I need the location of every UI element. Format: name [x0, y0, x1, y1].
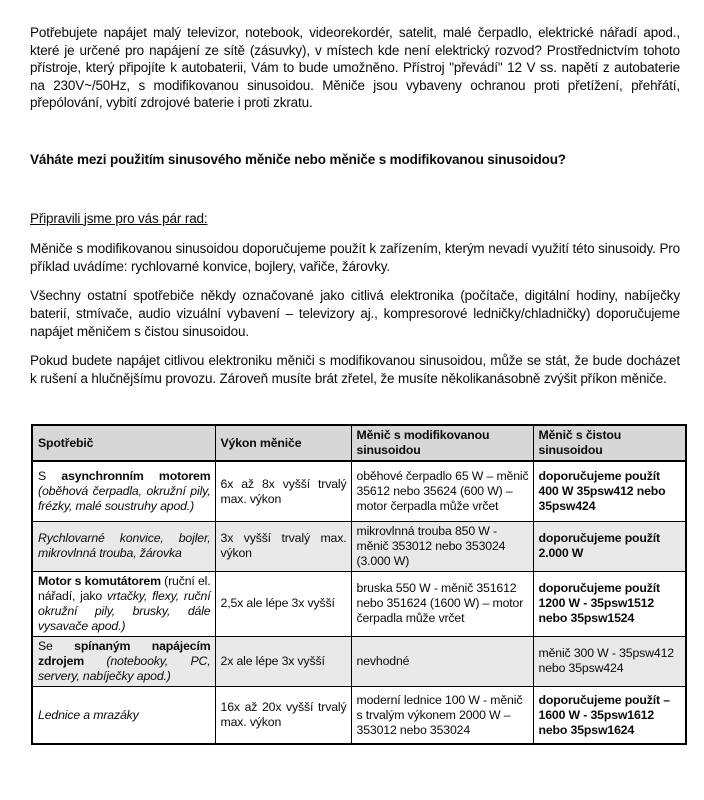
- appliance-name-plain: (ruční el. nářadí, jako: [38, 573, 211, 603]
- appliance-cell: [32, 521, 215, 571]
- appliance-cell: [32, 571, 215, 636]
- appliance-name-plain: Se: [38, 638, 75, 653]
- table-row-asynchronous-motor: [32, 461, 686, 521]
- paragraph-sensitive-electronics: Všechny ostatní spotřebiče někdy označované jako citlivá elektronika (počítače, digitální hodiny, nabíječky baterií, stmívače, audio vizuální vybavení – televizory aj., kompresorové ledničky/chladničky) doporučujeme napájet měničem s čistou sinusoidou.: [30, 288, 680, 339]
- inverter-power-cell: 3x vyšší trvalý max. výkon: [215, 521, 351, 571]
- pure-sine-cell: doporučujeme použít – 1600 W - 35psw1612 nebo 35psw1624: [533, 686, 686, 744]
- appliance-name-bold: Motor s komutátorem: [38, 573, 165, 588]
- appliance-name-italic: (notebooky, PC, servery, nabíječky apod.): [38, 653, 211, 683]
- table-row-commutator-motor: [32, 571, 686, 636]
- appliance-name-bold: spínaným napájecím zdrojem: [38, 638, 211, 668]
- col-header-inverter-power: Výkon měniče: [215, 425, 351, 461]
- pure-sine-cell: doporučujeme použít 400 W 35psw412 nebo 35psw424: [533, 461, 686, 521]
- pure-sine-cell: doporučujeme použít 1200 W - 35psw1512 nebo 35psw1524: [533, 571, 686, 636]
- appliance-name-italic: Rychlovarné konvice, bojler, mikrovlnná trouba, žárovka: [38, 531, 211, 561]
- table-row-kettles-boilers: [32, 521, 686, 571]
- paragraph-warning: Pokud budete napájet citlivou elektroniku měniči s modifikovanou sinusoidou, může se stát, že bude docházet k rušení a hlučnějšímu provozu. Zároveň musíte brát zřetel, že musíte několikanásobně zvýšit příkon měniče.: [30, 353, 680, 386]
- modified-sine-cell: oběhové čerpadlo 65 W – měnič 35612 nebo 35624 (600 W) – motor čerpadla může vrčet: [351, 461, 533, 521]
- question-heading: Váháte mezi použitím sinusového měniče nebo měniče s modifikovanou sinusoidou?: [30, 151, 566, 167]
- appliance-name-bold: asynchronním motorem: [61, 469, 211, 484]
- modified-sine-cell: bruska 550 W - měnič 351612 nebo 351624 (1600 W) – motor čerpadla může vrčet: [351, 571, 533, 636]
- appliance-cell: [32, 636, 215, 686]
- pure-sine-cell: měnič 300 W - 35psw412 nebo 35psw424: [533, 636, 686, 686]
- paragraph-modified-sine: Měniče s modifikovanou sinusoidou doporučujeme použít k zařízením, kterým nevadí využití této sinusoidy. Pro příklad uvádíme: rychlovarné konvice, bojlery, vařiče, žárovky.: [30, 241, 680, 274]
- appliance-name-italic: vrtačky, flexy, ruční okružní pily, brusky, dále vysavače apod.): [38, 588, 211, 633]
- appliance-name-italic: (oběhová čerpadla, okružní pily, frézky, malé soustruhy apod.): [38, 484, 211, 514]
- inverter-power-cell: 16x až 20x vyšší trvalý max. výkon: [215, 686, 351, 744]
- inverter-power-cell: 2x ale lépe 3x vyšší: [215, 636, 351, 686]
- col-header-modified-sine: Měnič s modifikovanou sinusoidou: [351, 425, 533, 461]
- tips-heading: Připravili jsme pro vás pár rad:: [30, 210, 208, 226]
- modified-sine-cell: moderní lednice 100 W - měnič s trvalým výkonem 2000 W – 353012 nebo 353024: [351, 686, 533, 744]
- col-header-appliance: Spotřebič: [32, 425, 215, 461]
- table-header-row: [32, 425, 686, 461]
- table-row-switching-power-supply: [32, 636, 686, 686]
- appliance-cell: [32, 686, 215, 744]
- appliance-cell: [32, 461, 215, 521]
- col-header-pure-sine: Měnič s čistou sinusoidou: [533, 425, 686, 461]
- appliance-name-italic: Lednice a mrazáky: [38, 707, 139, 722]
- inverter-power-cell: 6x až 8x vyšší trvalý max. výkon: [215, 461, 351, 521]
- pure-sine-cell: doporučujeme použít 2.000 W: [533, 521, 686, 571]
- inverter-comparison-table: [31, 424, 687, 745]
- appliance-name-plain: S: [38, 469, 62, 484]
- intro-paragraph: Potřebujete napájet malý televizor, notebook, videorekordér, satelit, malé čerpadlo, elektrické nářadí apod., které je určené pro napájení ze sítě (zásuvky), v místech kde není elektrický rozvod? Prostřednictvím tohoto přístroje, který připojíte k autobaterii, Vám to bude umožněno. Přístroj "převádí" 12 V ss. napětí z autobaterie na 230V~/50Hz, s modifikovanou sinusoidou. Měniče jsou vybaveny ochranou proti přetížení, přehřátí, přepólování, vybití zdrojové baterie i proti zkratu.: [30, 25, 680, 111]
- modified-sine-cell: nevhodné: [351, 636, 533, 686]
- modified-sine-cell: mikrovlnná trouba 850 W - měnič 353012 nebo 353024 (3.000 W): [351, 521, 533, 571]
- table-row-fridges-freezers: [32, 686, 686, 744]
- inverter-power-cell: 2,5x ale lépe 3x vyšší: [215, 571, 351, 636]
